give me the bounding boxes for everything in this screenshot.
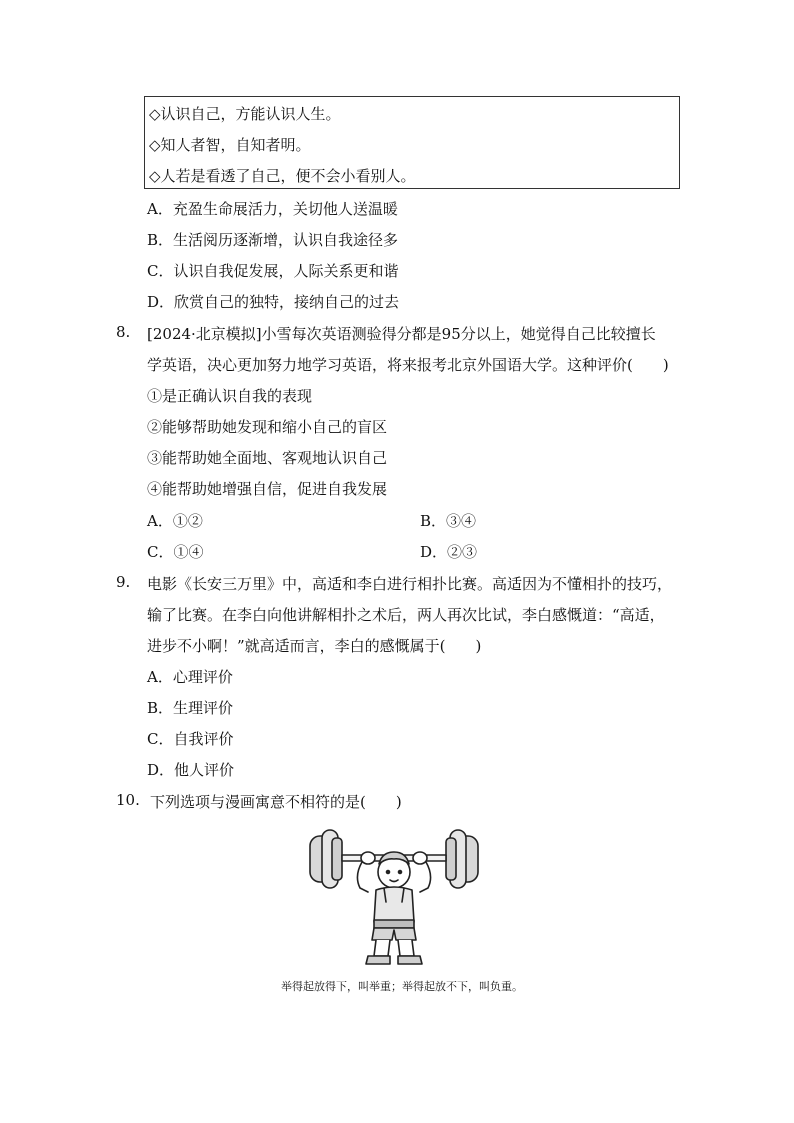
quote-line: ◇认识自己，方能认识人生。	[149, 105, 341, 123]
q9-option-c: C．自我评价	[147, 730, 234, 748]
quote-line: ◇人若是看透了自己，便不会小看别人。	[149, 167, 416, 185]
q8-option-a: A．①②	[147, 512, 203, 530]
q8-option-d: D．②③	[420, 543, 478, 561]
q8-stem-line: [2024·北京模拟]小雪每次英语测验得分都是95分以上，她觉得自己比较擅长	[147, 325, 656, 343]
q8-option-b: B．③④	[420, 512, 477, 530]
q9-option-d: D．他人评价	[147, 761, 235, 779]
quote-line: ◇知人者智，自知者明。	[149, 136, 311, 154]
q10-number: 10.	[116, 791, 140, 809]
q9-stem-line: 输了比赛。在李白向他讲解相扑之术后，两人再次比试，李白感慨道：“高适，	[147, 606, 665, 624]
q7-option-a: A．充盈生命展活力，关切他人送温暖	[147, 200, 398, 218]
q9-number: 9.	[116, 573, 131, 591]
q9-option-b: B．生理评价	[147, 699, 234, 717]
cartoon-caption: 举得起放得下，叫举重；举得起放不下，叫负重。	[281, 980, 523, 993]
q9-stem-line: 进步不小啊！”就高适而言，李白的感慨属于( )	[147, 637, 482, 655]
q8-statement-2: ②能够帮助她发现和缩小自己的盲区	[147, 418, 388, 436]
quote-box	[144, 96, 680, 189]
q8-statement-3: ③能帮助她全面地、客观地认识自己	[147, 449, 388, 467]
q9-option-a: A．心理评价	[147, 668, 233, 686]
q7-option-b: B．生活阅历逐渐增，认识自我途径多	[147, 231, 399, 249]
q7-option-c: C．认识自我促发展，人际关系更和谐	[147, 262, 399, 280]
q8-number: 8.	[116, 323, 131, 341]
q10-stem: 下列选项与漫画寓意不相符的是( )	[150, 793, 402, 811]
q8-statement-4: ④能帮助她增强自信，促进自我发展	[147, 480, 388, 498]
q8-statement-1: ①是正确认识自我的表现	[147, 387, 313, 405]
q9-stem-line: 电影《长安三万里》中，高适和李白进行相扑比赛。高适因为不懂相扑的技巧，	[147, 575, 673, 593]
weightlifter-cartoon	[302, 822, 486, 972]
q8-stem-line: 学英语，决心更加努力地学习英语，将来报考北京外国语大学。这种评价( )	[147, 356, 669, 374]
q8-option-c: C．①④	[147, 543, 204, 561]
q7-option-d: D．欣赏自己的独特，接纳自己的过去	[147, 293, 400, 311]
